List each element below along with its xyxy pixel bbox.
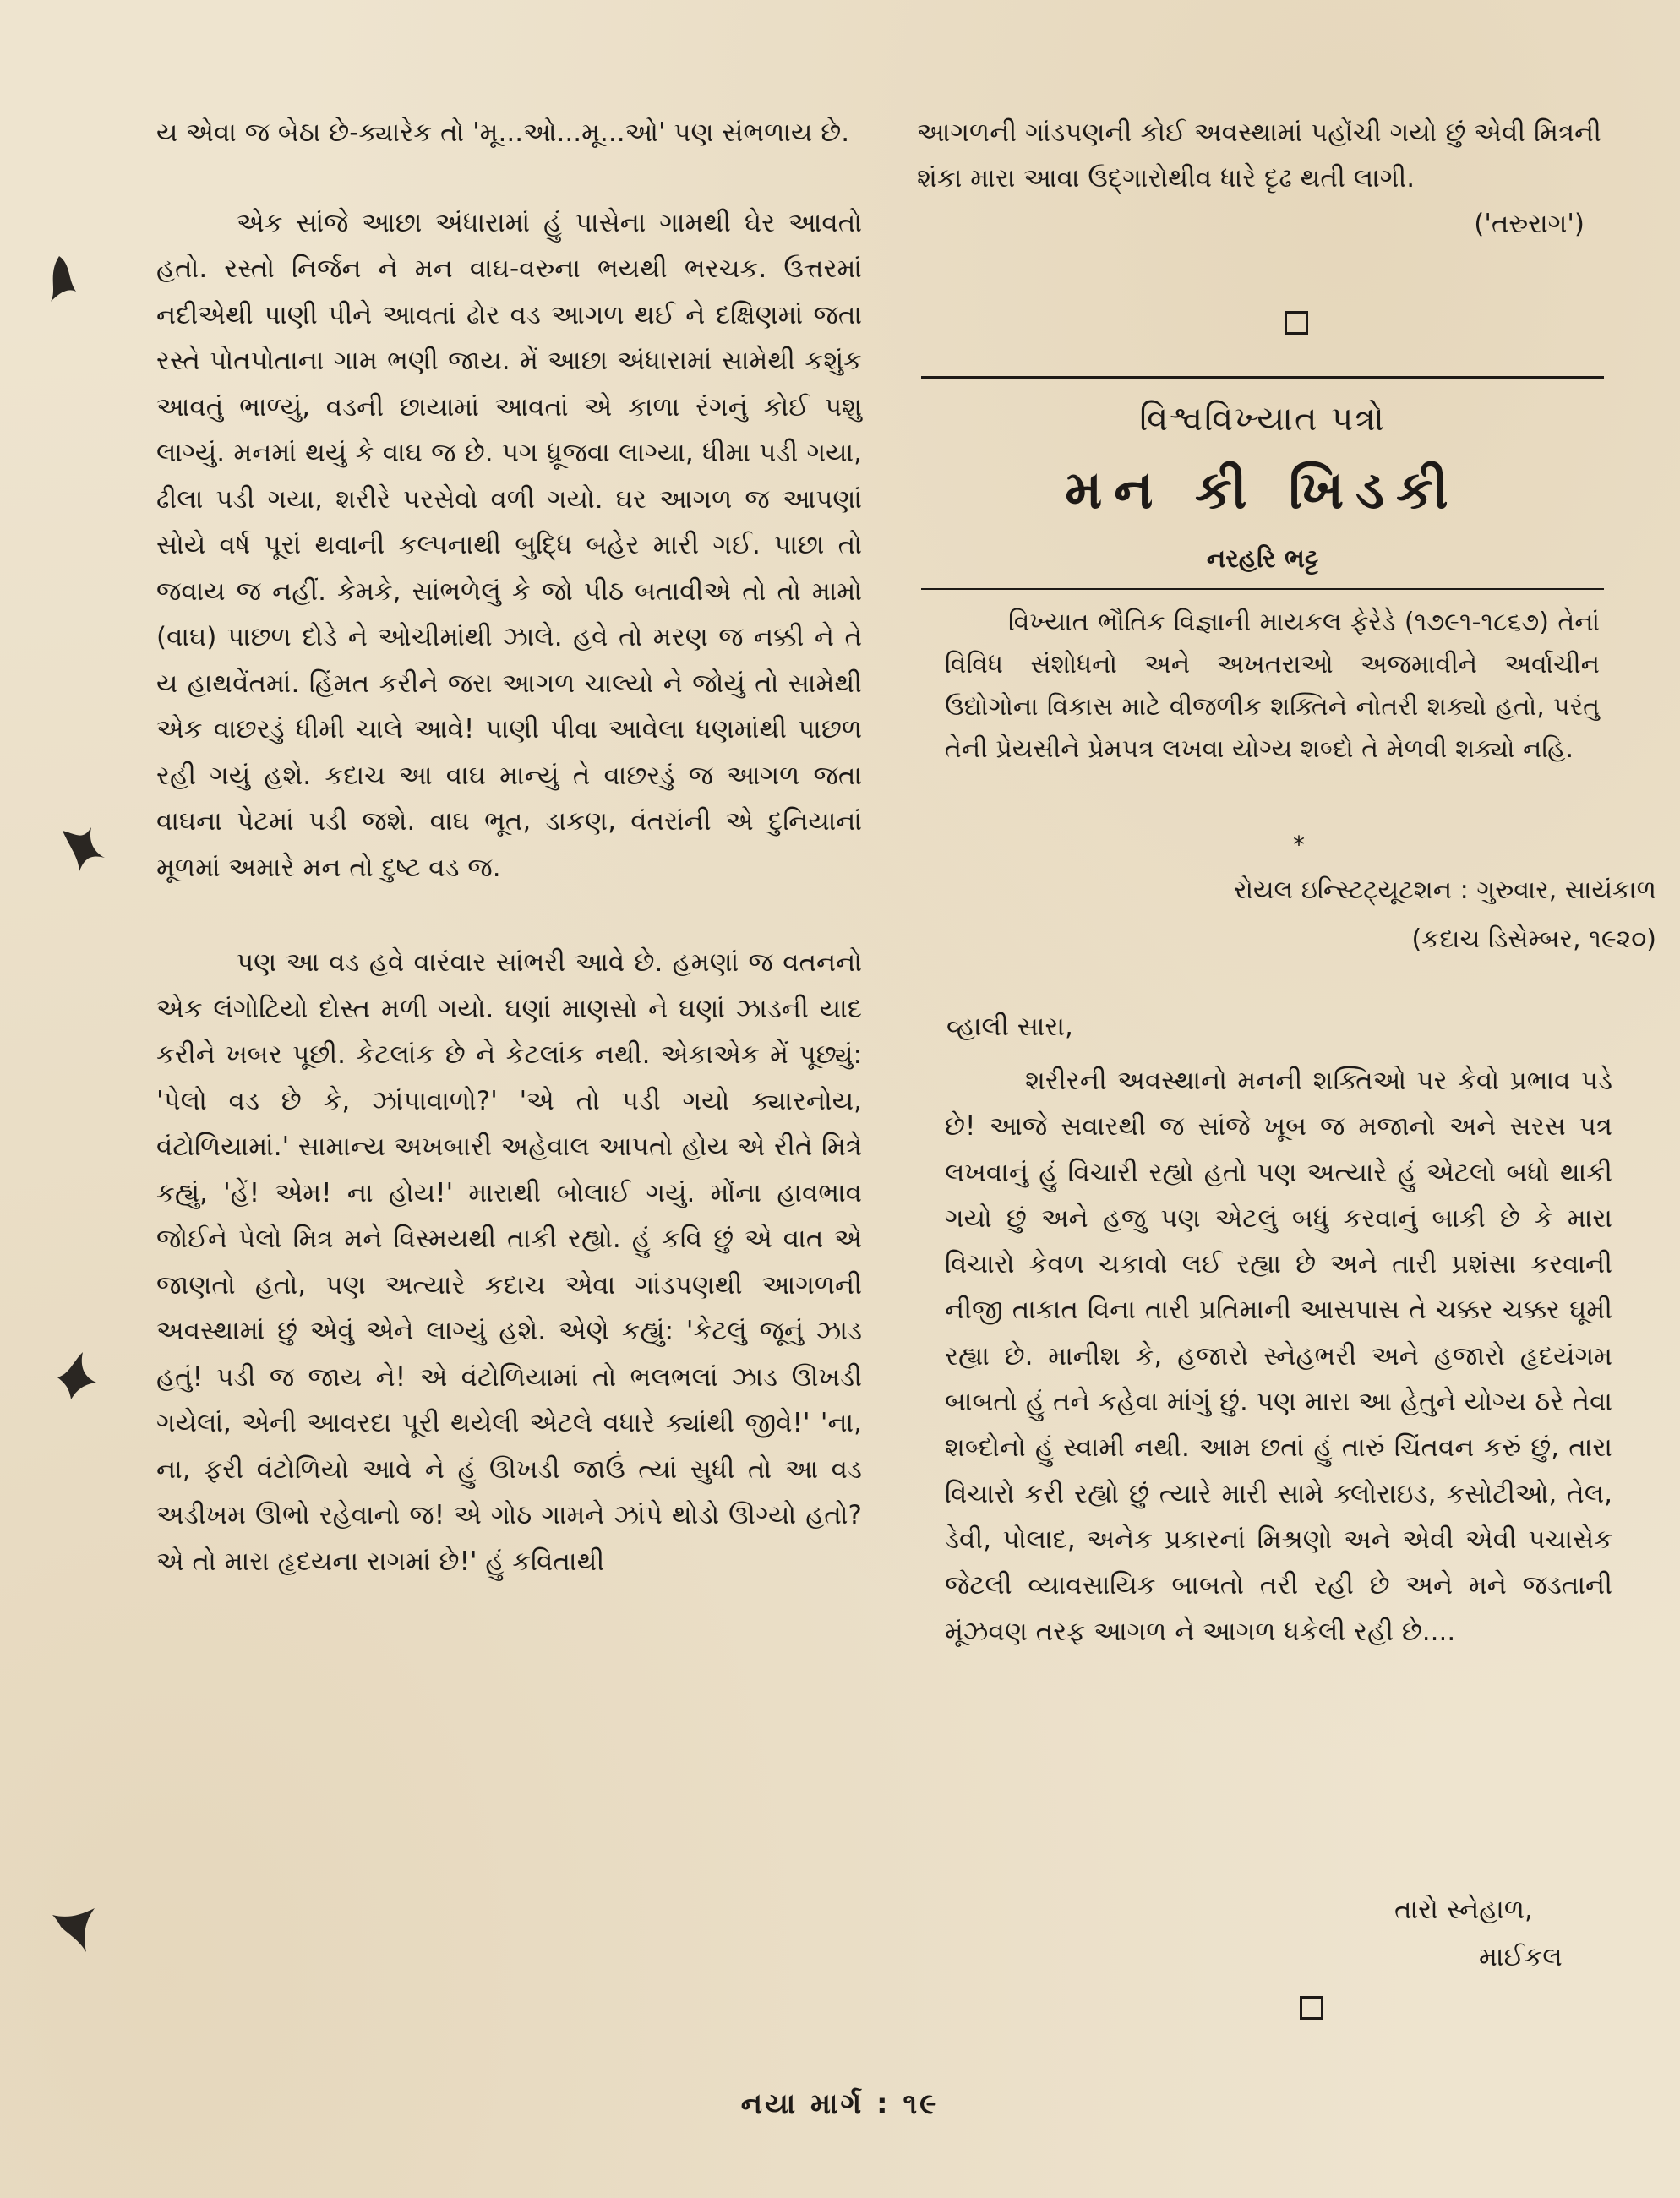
left-paragraph: એક સાંજે આછા અંધારામાં હું પાસેના ગામથી ઘેર આવતો હતો. રસ્તો નિર્જન ને મન વાઘ-વરુના ભયથી ભરચક. ઉત્તરમાં નદીએથી પાણી પીને આવતાં ઢોર વડ આગળ થઈ ને દક્ષિણમાં જતા રસ્તે પોતપોતાના ગામ ભણી જાય. મેં આછા અંધારામાં સામેથી કશુંક આવતું ભાળ્યું, વડની છાયામાં આવતાં એ કાળા રંગનું કોઈ પશુ લાગ્યું. મનમાં થયું કે વાઘ જ છે. પગ ધ્રૂજવા લાગ્યા, ધીમા પડી ગયા, ઢીલા પડી ગયા, શરીરે પરસેવો વળી ગયો. ઘર આગળ જ આપણાં સોયે વર્ષ પૂરાં થવાની કલ્પનાથી બુદ્ધિ બહેર મારી ગઈ. પાછા તો જવાય જ નહીં. કેમકે, સાંભળેલું કે જો પીઠ બતાવીએ તો તો મામો (વાઘ) પાછળ દોડે ને ઓચીમાંથી ઝાલે. હવે તો મરણ જ નક્કી ને તે ય હાથવેંતમાં. હિંમત કરીને જરા આગળ ચાલ્યો ને જોયું તો સામેથી એક વાછરડું ધીમી ચાલે આવે! પાણી પીવા આવેલા ધણમાંથી પાછળ રહી ગયું હશે. કદાચ આ વાઘ માન્યું તે વાછરડું જ આગળ જતા વાઘના પેટમાં પડી જશે. વાઘ ભૂત, ડાકણ, વંતરાંની એ દુનિયાનાં મૂળમાં અમારે મન તો દુષ્ટ વડ જ.	[156, 207, 862, 883]
continuation-text: આગળની ગાંડપણની કોઈ અવસ્થામાં પહોંચી ગયો છું એવી મિત્રની શંકા મારા આવા ઉદ્ગારોથીવ ધારે દૃઢ થતી લાગી.	[917, 117, 1601, 194]
punch-hole-mark	[57, 815, 108, 875]
letter-closing	[1394, 1886, 1648, 1981]
left-paragraph: ય એવા જ બેઠા છે-ક્યારેક તો 'મૂ...ઓ...મૂ...ઓ' પણ સંભળાય છે.	[156, 117, 850, 148]
punch-hole-mark	[51, 1344, 101, 1403]
series-title: વિશ્વવિખ્યાત પત્રો	[1139, 400, 1386, 439]
letter-dateline	[921, 866, 1656, 964]
right-column-continuation	[917, 110, 1601, 247]
asterisk-separator: *	[1293, 831, 1305, 859]
article-end-box-icon	[1300, 1996, 1323, 2020]
article-title: મન કી ખિડકી	[1065, 459, 1460, 521]
punch-hole-mark	[42, 249, 93, 308]
punch-hole-mark	[49, 1901, 100, 1961]
closing-phrase: તારો સ્નેહાળ,	[1394, 1895, 1533, 1925]
signature: માઈકલ	[1479, 1942, 1563, 1972]
author-name: નરહરિ ભટ્ટ	[1206, 544, 1319, 574]
letter-salutation: વ્હાલી સારા,	[946, 1012, 1073, 1042]
dateline-place-time: રોયલ ઇન્સ્ટિટ્યૂટશન : ગુરુવાર, સાયંકાળ	[1233, 875, 1656, 905]
section-end-box-icon	[1285, 311, 1308, 335]
left-paragraph: પણ આ વડ હવે વારંવાર સાંભરી આવે છે. હમણાં જ વતનનો એક લંગોટિયો દોસ્ત મળી ગયો. ઘણાં માણસો ને ઘણાં ઝાડની યાદ કરીને ખબર પૂછી. કેટલાંક છે ને કેટલાંક નથી. એકાએક મેં પૂછ્યું: 'પેલો વડ છે કે, ઝાંપાવાળો?' 'એ તો પડી ગયો ક્યારનોય, વંટોળિયામાં.' સામાન્ય અખબારી અહેવાલ આપતો હોય એ રીતે મિત્રે કહ્યું, 'હેં! એમ! ના હોય!' મારાથી બોલાઈ ગયું. મોંના હાવભાવ જોઈને પેલો મિત્ર મને વિસ્મયથી તાકી રહ્યો. હું કવિ છું એ વાત એ જાણતો હતો, પણ અત્યારે કદાચ એવા ગાંડપણથી આગળની અવસ્થામાં છું એવું એને લાગ્યું હશે. એણે કહ્યું: 'કેટલું જૂનું ઝાડ હતું! પડી જ જાય ને! એ વંટોળિયામાં તો ભલભલાં ઝાડ ઊખડી ગયેલાં, એની આવરદા પૂરી થયેલી એટલે વધારે ક્યાંથી જીવે!' 'ના, ના, ફરી વંટોળિયો આવે ને હું ઊખડી જાઉં ત્યાં સુધી તો આ વડ અડીખમ ઊભો રહેવાનો જ! એ ગોઠ ગામને ઝાંપે થોડો ઊગ્યો હતો? એ તો મારા હૃદયના રાગમાં છે!' હું કવિતાથી	[156, 947, 862, 1577]
page-footer: નયા માર્ગ : ૧૯	[740, 2087, 940, 2121]
dateline-date: (કદાચ ડિસેમ્બર, ૧૯૨૦)	[1411, 924, 1656, 954]
source-citation: ('તરુરાગ')	[1474, 209, 1585, 239]
left-column	[156, 110, 862, 1584]
letter-body: શરીરની અવસ્થાનો મનની શક્તિઓ પર કેવો પ્રભાવ પડે છે! આજે સવારથી જ સાંજે ખૂબ જ મજાનો અને સરસ પત્ર લખવાનું હું વિચારી રહ્યો હતો પણ અત્યારે હું એટલો બધો થાકી ગયો છું અને હજુ પણ એટલું બધું કરવાનું બાકી છે કે મારા વિચારો કેવળ ચકાવો લઈ રહ્યા છે અને તારી પ્રશંસા કરવાની નીજી તાકાત વિના તારી પ્રતિમાની આસપાસ તે ચક્કર ચક્કર ઘૂમી રહ્યા છે. માનીશ કે, હજારો સ્નેહભરી અને હજારો હૃદયંગમ બાબતો હું તને કહેવા માંગું છું. પણ મારા આ હેતુને યોગ્ય ઠરે તેવા શબ્દોનો હું સ્વામી નથી. આમ છતાં હું તારું ચિંતવન કરું છું, તારા વિચારો કરી રહ્યો છું ત્યારે મારી સામે ક્લોરાઇડ, કસોટીઓ, તેલ, ડેવી, પોલાદ, અનેક પ્રકારનાં મિશ્રણો અને એવી એવી પચાસેક જેટલી વ્યાવસાયિક બાબતો તરી રહી છે અને મને જડતાની મૂંઝવણ તરફ આગળ ને આગળ ધકેલી રહી છે....	[945, 1066, 1612, 1647]
section-divider	[921, 376, 1604, 379]
article-intro: વિખ્યાત ભૌતિક વિજ્ઞાની માયકલ ફેરેડે (૧૭૯૧-૧૮૬૭) તેનાં વિવિધ સંશોધનો અને અખતરાઓ અજમાવીને અર્વાચીન ઉદ્યોગોના વિકાસ માટે વીજળીક શક્તિને નોતરી શક્યો હતો, પરંતુ તેની પ્રેયસીને પ્રેમપત્ર લખવા યોગ્ય શબ્દો તે મેળવી શક્યો નહિ.	[945, 608, 1600, 764]
title-divider	[921, 588, 1604, 590]
